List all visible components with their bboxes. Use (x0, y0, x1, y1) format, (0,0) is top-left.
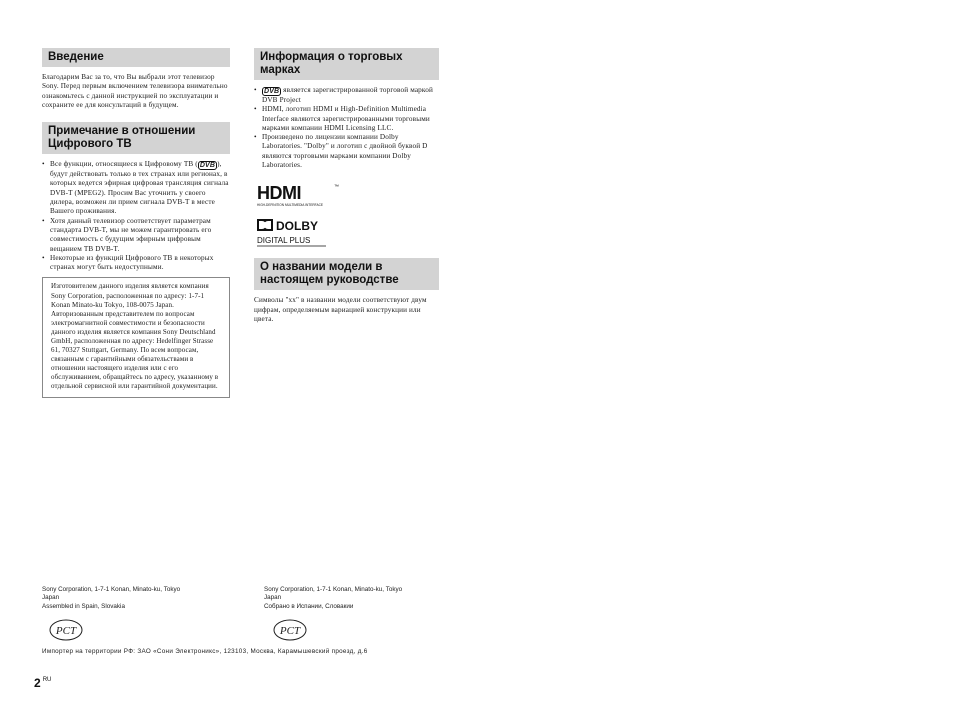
page-language: RU (42, 677, 52, 683)
trademarks-list (254, 86, 439, 170)
digital-tv-bullet-3: • Некоторые из функций Цифрового ТВ в некоторых странах могут быть недоступными. (42, 254, 230, 273)
digital-tv-list (42, 160, 230, 272)
digital-tv-bullet-1-post: ), будут действовать только в тех странах или регионах, в которых ведется эфирная цифровая трансляция сигнала DVB-T (MPEG2). Просим Вас уточнить у своего дилера, возможен ли прием сигнала DVB-T в месте Вашего проживания. (50, 160, 229, 216)
digital-tv-bullet-1 (42, 160, 230, 216)
trademark-bullet-dolby: • Произведено по лицензии компании Dolby Laboratories. "Dolby" и логотип с двойной буквой D являются торговыми марками компании Dolby Laboratories. (254, 133, 439, 170)
model-name-text (254, 296, 439, 324)
footer-right-line-1: Sony Corporation, 1-7-1 Konan, Minato-ku, Tokyo (264, 586, 403, 593)
hdmi-logo-icon (254, 182, 344, 208)
gost-mark-left: PCT (55, 625, 77, 637)
dvb-logo-icon: DVB (199, 162, 216, 170)
dolby-logo-sub: DIGITAL PLUS (257, 236, 311, 246)
hdmi-logo-tagline: HIGH-DEFINITION MULTIMEDIA INTERFACE (257, 203, 323, 208)
footer-left-line-3: Assembled in Spain, Slovakia (42, 602, 125, 610)
footer-left-address (42, 586, 180, 611)
model-name-heading: О названии модели в настоящем руководстве (254, 258, 439, 290)
gost-mark-right: PCT (279, 625, 301, 637)
dvb-logo-icon: DVB (264, 88, 280, 95)
page-number (34, 676, 51, 690)
trademark-bullet-hdmi: • HDMI, логотип HDMI и High-Definition Multimedia Interface являются зарегистрированными торговыми марками компании HDMI Licensing LLC. (254, 105, 439, 133)
manufacturer-notice-text: Изготовителем данного изделия является компания Sony Corporation, расположенная по адресу: 1-7-1 Konan Minato-ku Tokyo, 108-0075 Japan. Авторизованным представителем по вопросам электромагнитной совместимости и безопасности данного изделия является компания Sony Deutschland GmbH, расположенная по адресу: Hedelfinger Strasse 61, 70327 Stuttgart, Germany. По всем вопросам, связанным с гарантийными обязательствами в отношении настоящего изделия или с его обслуживанием, обращайтесь по адресу, указанному в отдельной сервисной или гарантийной документации. (51, 282, 219, 391)
hdmi-logo-word: HDMI (257, 183, 301, 204)
intro-text (42, 73, 230, 110)
left-column (42, 48, 230, 398)
importer-text: Импортер на территории РФ: ЗАО «Сони Электроникс», 123103, Москва, Карамышевский проезд, д.6 (42, 648, 368, 655)
manufacturer-notice-box (42, 277, 230, 397)
intro-paragraph: Благодарим Вас за то, что Вы выбрали этот телевизор Sony. Перед первым включением телевизора внимательно ознакомьтесь с данной инструкцией по эксплуатации и сохраните ее для консультаций в будущем. (42, 73, 228, 109)
hdmi-logo (254, 182, 344, 208)
dolby-logo-word: DOLBY (276, 219, 318, 234)
middle-column (254, 48, 439, 324)
footer-right-address (264, 586, 402, 611)
page-number-value: 2 (34, 676, 41, 690)
intro-heading: Введение (42, 48, 230, 67)
digital-tv-bullet-1-pre: Все функции, относящиеся к Цифровому ТВ ( (50, 160, 198, 169)
footer-left-line-2: Japan (42, 594, 60, 602)
hdmi-logo-tm: ™ (334, 184, 339, 191)
digital-tv-bullet-2: • Хотя данный телевизор соответствует параметрам стандарта DVB-T, мы не можем гарантировать его совместимость с будущим эфирным цифровым вещанием ТВ DVB-T. (42, 217, 230, 254)
dolby-logo (254, 216, 334, 248)
trademarks-heading: Информация о торговых марках (254, 48, 439, 80)
gost-certification-icon (272, 618, 312, 642)
dolby-double-d-icon (254, 216, 334, 248)
digital-tv-heading: Примечание в отношении Цифрового ТВ (42, 122, 230, 154)
trademark-bullet-dvb (254, 86, 439, 105)
footer-left-line-1: Sony Corporation, 1-7-1 Konan, Minato-ku, Tokyo (42, 586, 181, 593)
gost-certification-icon (48, 618, 88, 642)
trademark-bullet-dvb-text: является зарегистрированной торговой маркой DVB Project (262, 86, 433, 104)
footer-right-line-3: Собрано в Испании, Словакии (264, 602, 354, 610)
footer-right-line-2: Japan (264, 594, 282, 602)
model-name-paragraph: Символы "xx" в названии модели соответствуют двум цифрам, определяемым вариацией конструкции или цвета. (254, 296, 427, 323)
